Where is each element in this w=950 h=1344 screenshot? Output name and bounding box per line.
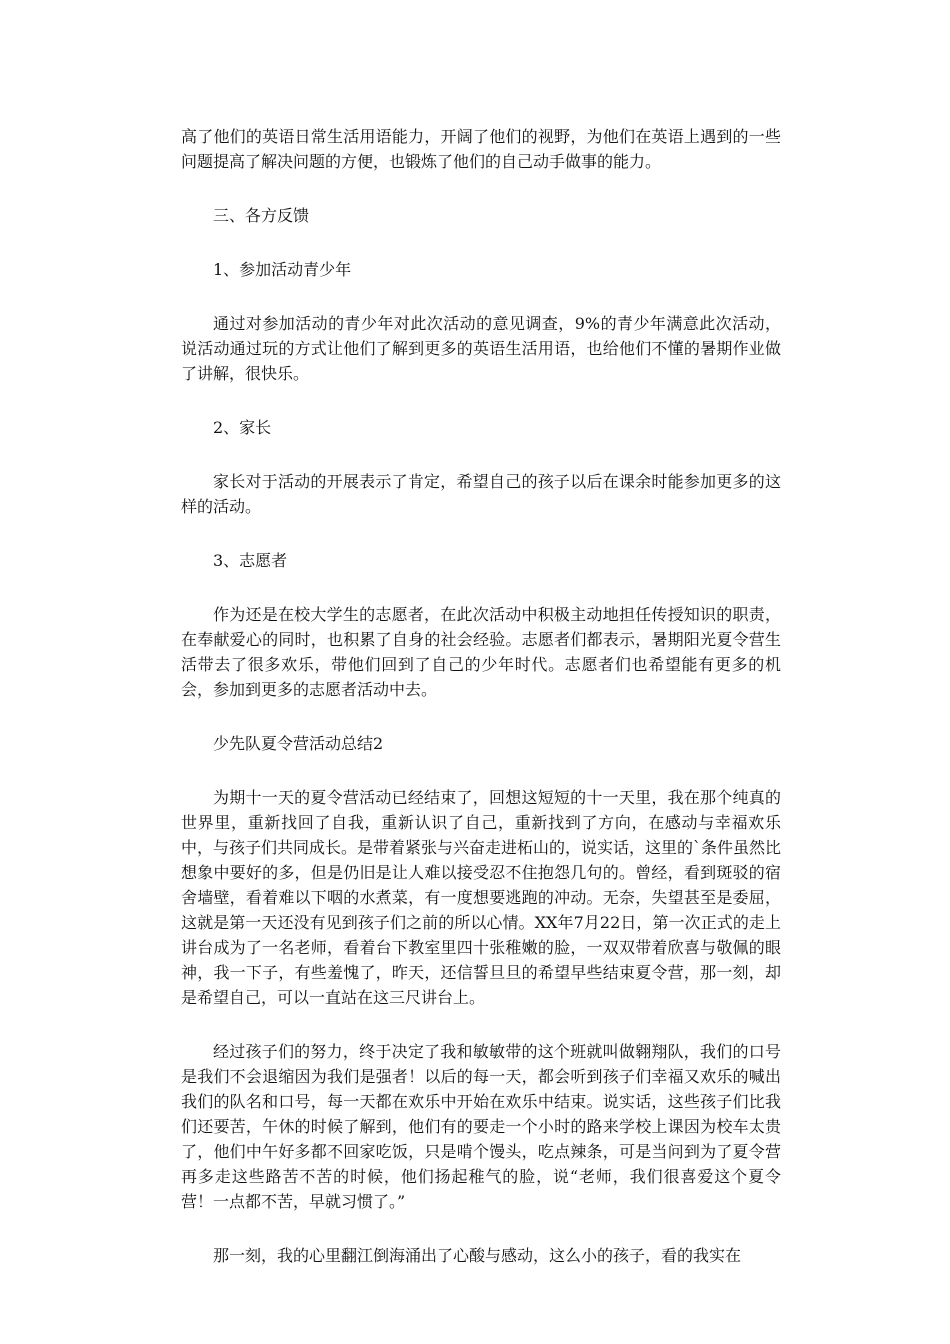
subheading-youth: 1、参加活动青少年 — [213, 260, 352, 279]
paragraph-youth-feedback: 通过对参加活动的青少年对此次活动的意见调查，9%的青少年满意此次活动，说活动通过玩的方式让他们了解到更多的英语生活用语，也给他们不懂的暑期作业做了讲解，很快乐。 — [181, 314, 781, 383]
paragraph-continuation: 高了他们的英语日常生活用语能力，开阔了他们的视野，为他们在英语上遇到的一些问题提高了解决问题的方便，也锻炼了他们的自己动手做事的能力。 — [181, 127, 781, 171]
subheading-volunteers: 3、志愿者 — [213, 551, 288, 570]
paragraph-volunteers-feedback: 作为还是在校大学生的志愿者，在此次活动中积极主动地担任传授知识的职责，在奉献爱心的同时，也积累了自身的社会经验。志愿者们都表示，暑期阳光夏令营生活带去了很多欢乐，带他们回到了自己的少年时代。志愿者们也希望能有更多的机会，参加到更多的志愿者活动中去。 — [181, 605, 781, 699]
paragraph-emotion: 那一刻，我的心里翻江倒海涌出了心酸与感动，这么小的孩子，看的我实在 — [213, 1246, 742, 1265]
paragraph-team-name: 经过孩子们的努力，终于决定了我和敏敏带的这个班就叫做翱翔队，我们的口号是我们不会退缩因为我们是强者！以后的每一天，都会听到孩子们幸福又欢乐的喊出我们的队名和口号，每一天都在欢乐中开始在欢乐中结束。说实话，这些孩子们比我们还要苦，午休的时候了解到，他们有的要走一个小时的路来学校上课因为校车太贵了，他们中午好多都不回家吃饭，只是啃个馒头，吃点辣条，可是当问到为了夏令营再多走这些路苦不苦的时候，他们扬起稚气的脸，说“老师，我们很喜爱这个夏令营！一点都不苦，早就习惯了。” — [181, 1042, 781, 1211]
section-heading-feedback: 三、各方反馈 — [213, 206, 310, 225]
article-title: 少先队夏令营活动总结2 — [213, 734, 384, 753]
subheading-parents: 2、家长 — [213, 418, 272, 437]
paragraph-camp-reflection: 为期十一天的夏令营活动已经结束了，回想这短短的十一天里，我在那个纯真的世界里，重新找回了自我，重新认识了自己，重新找到了方向，在感动与幸福欢乐中，与孩子们共同成长。是带着紧张与兴奋走进柘山的，说实话，这里的`条件虽然比想象中要好的多，但是仍旧是让人难以接受忍不住抱怨几句的。曾经，看到斑驳的宿舍墙壁，看着难以下咽的水煮菜，有一度想要逃跑的冲动。无奈，失望甚至是委屈，这就是第一天还没有见到孩子们之前的所以心情。XX年7月22日，第一次正式的走上讲台成为了一名老师，看着台下教室里四十张稚嫩的脸，一双双带着欣喜与敬佩的眼神，我一下子，有些羞愧了，昨天，还信誓旦旦的希望早些结束夏令营，那一刻，却是希望自己，可以一直站在这三尺讲台上。 — [181, 788, 782, 1007]
document-body — [181, 124, 781, 1268]
paragraph-parents-feedback: 家长对于活动的开展表示了肯定，希望自己的孩子以后在课余时能参加更多的这样的活动。 — [181, 472, 781, 516]
